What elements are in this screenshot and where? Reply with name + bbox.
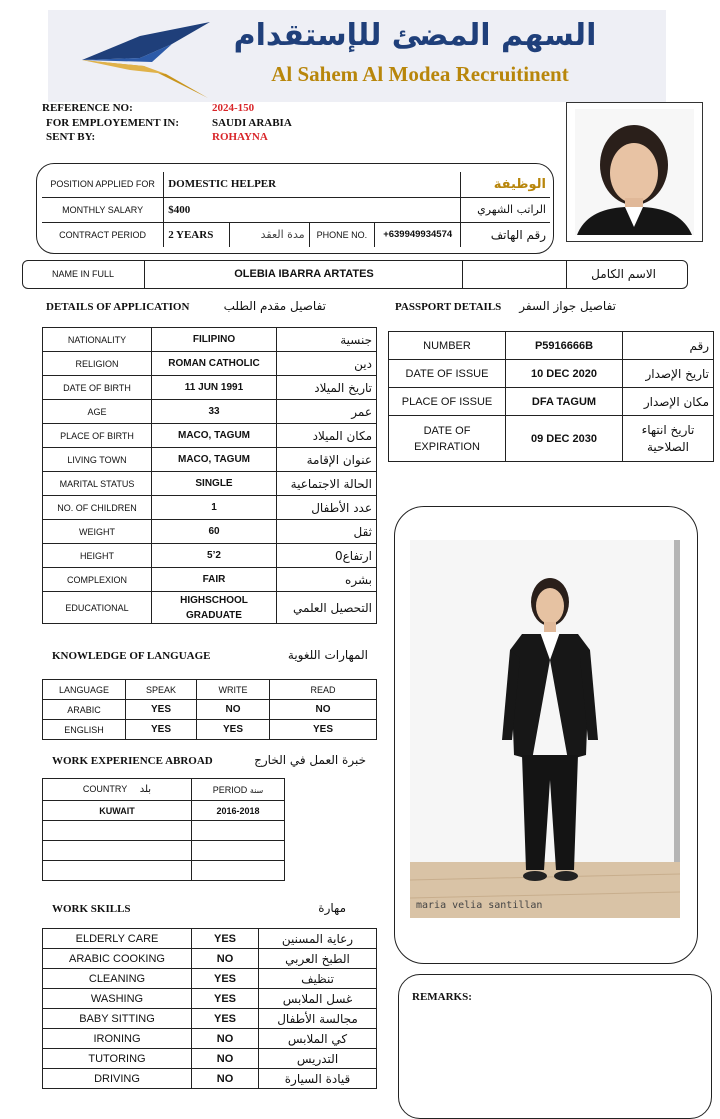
- company-name-english: Al Sahem Al Modea Recruitinent: [271, 62, 569, 86]
- application-arabic: التحصيل العلمي: [277, 592, 377, 624]
- language-name: ENGLISH: [43, 720, 126, 740]
- name-label: NAME IN FULL: [51, 269, 114, 279]
- application-arabic: ارتفاع0: [277, 544, 377, 568]
- application-arabic: عدد الأطفال: [277, 496, 377, 520]
- skill-value: YES: [192, 989, 259, 1009]
- skill-value: NO: [192, 949, 259, 969]
- language-table: [42, 679, 377, 740]
- experience-period: [192, 821, 285, 841]
- contract-label: CONTRACT PERIOD: [42, 222, 164, 247]
- application-label: LIVING TOWN: [43, 448, 152, 472]
- phone-label: PHONE NO.: [309, 222, 375, 247]
- application-arabic: الحالة الاجتماعية: [277, 472, 377, 496]
- skill-value: YES: [192, 969, 259, 989]
- application-label: COMPLEXION: [43, 568, 152, 592]
- application-arabic: دين: [277, 352, 377, 376]
- language-cell: YES: [126, 700, 197, 720]
- salary-arabic: الراتب الشهري: [461, 197, 550, 222]
- application-arabic: عنوان الإقامة: [277, 448, 377, 472]
- experience-country: KUWAIT: [43, 801, 192, 821]
- application-title-arabic: تفاصيل مقدم الطلب: [223, 299, 326, 313]
- passport-arabic: تاريخ الإصدار: [623, 360, 714, 388]
- position-value: DOMESTIC HELPER: [164, 172, 461, 197]
- skill-value: YES: [192, 1009, 259, 1029]
- application-value: 60: [152, 520, 277, 544]
- country-label: COUNTRY: [82, 784, 128, 794]
- skill-value: NO: [192, 1069, 259, 1089]
- passport-label: PLACE OF ISSUE: [389, 388, 506, 416]
- skill-arabic: قيادة السيارة: [259, 1069, 377, 1089]
- contract-value: 2 YEARS: [164, 222, 230, 247]
- salary-value: $400: [164, 197, 461, 222]
- passport-label: [389, 416, 506, 462]
- education-line-2: GRADUATE: [186, 609, 242, 621]
- name-value: OLEBIA IBARRA ARTATES: [234, 268, 374, 280]
- skill-arabic: كي الملابس: [259, 1029, 377, 1049]
- position-label: POSITION APPLIED FOR: [42, 172, 164, 197]
- application-table: [42, 327, 377, 624]
- language-header: WRITE: [197, 680, 270, 700]
- application-arabic: ثقل: [277, 520, 377, 544]
- application-value: MACO, TAGUM: [152, 424, 277, 448]
- profile-photo-frame: [566, 102, 703, 242]
- expiration-label-line-2: EXPIRATION: [414, 440, 480, 453]
- language-title-arabic: المهارات اللغوية: [287, 648, 368, 662]
- application-value: 5’2: [152, 544, 277, 568]
- skill-arabic: تنظيف: [259, 969, 377, 989]
- experience-country: [43, 841, 192, 861]
- sent-by-value: ROHAYNA: [212, 131, 268, 143]
- application-value: MACO, TAGUM: [152, 448, 277, 472]
- experience-period: [192, 841, 285, 861]
- skill-arabic: الطبخ العربي: [259, 949, 377, 969]
- skill-arabic: غسل الملابس: [259, 989, 377, 1009]
- employment-label: FOR EMPLOYEMENT IN:: [46, 117, 180, 129]
- application-label: NO. OF CHILDREN: [43, 496, 152, 520]
- application-value: FAIR: [152, 568, 277, 592]
- application-value: FILIPINO: [152, 328, 277, 352]
- country-arabic: بلد: [139, 784, 152, 795]
- position-table: [42, 172, 550, 247]
- name-divider-mid: [462, 261, 463, 288]
- skill-arabic: التدريس: [259, 1049, 377, 1069]
- contract-arabic: مدة العقد: [229, 222, 309, 247]
- skill-label: ARABIC COOKING: [43, 949, 192, 969]
- skill-value: YES: [192, 929, 259, 949]
- skill-label: ELDERLY CARE: [43, 929, 192, 949]
- skill-label: WASHING: [43, 989, 192, 1009]
- skill-label: TUTORING: [43, 1049, 192, 1069]
- application-label: HEIGHT: [43, 544, 152, 568]
- language-cell: YES: [126, 720, 197, 740]
- language-cell: YES: [270, 720, 377, 740]
- experience-title-arabic: خبرة العمل في الخارج: [254, 753, 366, 767]
- application-label: NATIONALITY: [43, 328, 152, 352]
- skills-title: WORK SKILLS: [52, 903, 131, 915]
- application-value: SINGLE: [152, 472, 277, 496]
- skill-arabic: مجالسة الأطفال: [259, 1009, 377, 1029]
- passport-title: PASSPORT DETAILS: [395, 301, 502, 313]
- experience-period: [192, 861, 285, 881]
- skill-label: DRIVING: [43, 1069, 192, 1089]
- passport-arabic: [623, 416, 714, 462]
- application-arabic: عمر: [277, 400, 377, 424]
- experience-title: WORK EXPERIENCE ABROAD: [52, 755, 213, 767]
- photo-watermark: maria velia santillan: [416, 900, 543, 911]
- skill-label: IRONING: [43, 1029, 192, 1049]
- full-body-photo: [410, 540, 680, 918]
- sent-by-label: SENT BY:: [46, 131, 96, 143]
- employment-value: SAUDI ARABIA: [212, 117, 292, 129]
- skill-value: NO: [192, 1049, 259, 1069]
- expiration-label-line-1: DATE OF: [423, 424, 471, 437]
- application-value: 1: [152, 496, 277, 520]
- skill-arabic: رعاية المسنين: [259, 929, 377, 949]
- application-arabic: جنسية: [277, 328, 377, 352]
- application-arabic: تاريخ الميلاد: [277, 376, 377, 400]
- remarks-label: REMARKS:: [412, 991, 472, 1003]
- skill-value: NO: [192, 1029, 259, 1049]
- experience-country: [43, 821, 192, 841]
- period-label: PERIOD: [212, 784, 248, 795]
- language-name: ARABIC: [43, 700, 126, 720]
- application-label: AGE: [43, 400, 152, 424]
- name-arabic: الاسم الكامل: [591, 267, 656, 281]
- application-label: PLACE OF BIRTH: [43, 424, 152, 448]
- application-label: EDUCATIONAL: [43, 592, 152, 624]
- language-title: KNOWLEDGE OF LANGUAGE: [52, 650, 211, 662]
- experience-table: [42, 778, 285, 881]
- phone-arabic: رقم الهاتف: [461, 222, 550, 247]
- profile-photo: [567, 103, 702, 241]
- position-arabic: الوظيفة: [461, 172, 550, 197]
- education-line-1: HIGHSCHOOL: [180, 594, 248, 606]
- application-value: [152, 592, 277, 624]
- experience-country: [43, 861, 192, 881]
- passport-value: 09 DEC 2030: [506, 416, 623, 462]
- application-title: DETAILS OF APPLICATION: [46, 301, 190, 313]
- skill-label: BABY SITTING: [43, 1009, 192, 1029]
- language-header: LANGUAGE: [43, 680, 126, 700]
- application-value: 33: [152, 400, 277, 424]
- language-header: READ: [270, 680, 377, 700]
- salary-label: MONTHLY SALARY: [42, 197, 164, 222]
- language-cell: NO: [270, 700, 377, 720]
- experience-period-header: [192, 779, 285, 801]
- skills-title-arabic: مهارة: [318, 901, 346, 915]
- language-cell: NO: [197, 700, 270, 720]
- application-label: RELIGION: [43, 352, 152, 376]
- company-logo-icon: [80, 14, 215, 102]
- experience-country-header: [43, 779, 192, 801]
- language-header: SPEAK: [126, 680, 197, 700]
- reference-value: 2024-150: [212, 102, 255, 114]
- passport-arabic: مكان الإصدار: [623, 388, 714, 416]
- language-cell: YES: [197, 720, 270, 740]
- expiration-ar-line-1: تاريخ انتهاء: [641, 422, 695, 437]
- passport-value: P5916666B: [506, 332, 623, 360]
- passport-title-arabic: تفاصيل جواز السفر: [519, 299, 616, 313]
- period-arabic: سنة: [249, 785, 264, 795]
- passport-value: 10 DEC 2020: [506, 360, 623, 388]
- application-label: MARITAL STATUS: [43, 472, 152, 496]
- skills-table: [42, 928, 377, 1089]
- experience-period: 2016-2018: [192, 801, 285, 821]
- reference-label: REFERENCE NO:: [42, 102, 133, 114]
- application-value: ROMAN CATHOLIC: [152, 352, 277, 376]
- application-arabic: مكان الميلاد: [277, 424, 377, 448]
- application-label: WEIGHT: [43, 520, 152, 544]
- application-arabic: بشره: [277, 568, 377, 592]
- passport-table: [388, 331, 714, 462]
- passport-label: DATE OF ISSUE: [389, 360, 506, 388]
- passport-arabic: رقم: [623, 332, 714, 360]
- name-divider-right: [566, 261, 567, 288]
- application-label: DATE OF BIRTH: [43, 376, 152, 400]
- passport-label: NUMBER: [389, 332, 506, 360]
- full-body-photo-svg: [410, 540, 680, 918]
- application-value: 11 JUN 1991: [152, 376, 277, 400]
- passport-value: DFA TAGUM: [506, 388, 623, 416]
- company-name-arabic: السهم المضئ للإستقدام: [233, 18, 597, 53]
- expiration-ar-line-2: الصلاحية: [646, 439, 690, 454]
- phone-value: +639949934574: [375, 222, 461, 247]
- skill-label: CLEANING: [43, 969, 192, 989]
